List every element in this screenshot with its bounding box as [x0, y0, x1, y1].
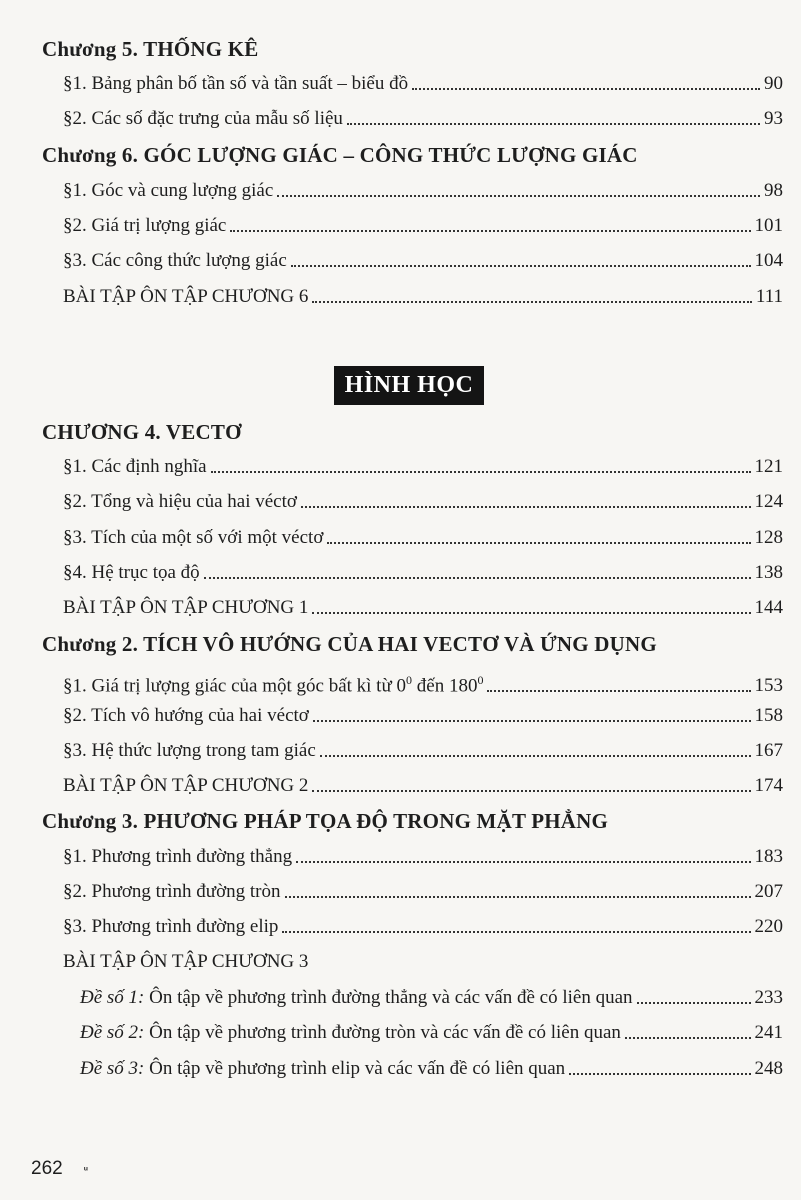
entry-label: §3. Tích của một số với một véctơ: [63, 527, 324, 548]
toc-entry: [63, 214, 783, 238]
toc-entry: [63, 596, 783, 620]
entry-label: §3. Phương trình đường elip: [63, 916, 279, 937]
review-heading: BÀI TẬP ÔN TẬP CHƯƠNG 3: [63, 951, 309, 972]
entry-page: 174: [754, 775, 783, 796]
toc-entry: [80, 1021, 783, 1045]
toc-entry: [63, 561, 783, 585]
entry-label: §3. Hệ thức lượng trong tam giác: [63, 740, 316, 761]
entry-page: 144: [754, 597, 783, 618]
toc-entry: [63, 845, 783, 869]
entry-label: §2. Giá trị lượng giác: [63, 215, 227, 236]
toc-entry: [63, 526, 783, 550]
chapter-heading: Chương 3. PHƯƠNG PHÁP TỌA ĐỘ TRONG MẶT PHẲNG: [42, 809, 609, 833]
entry-label: §1. Phương trình đường thẳng: [63, 846, 293, 867]
entry-label: §1. Giá trị lượng giác của một góc bất kì từ $0^0$ đến $180^0$: [63, 673, 484, 697]
toc-entry: [63, 72, 783, 96]
toc-entry: [63, 774, 783, 798]
entry-label: Đề số 2: Ôn tập về phương trình đường tròn và các vấn đề có liên quan: [80, 1022, 621, 1043]
toc-entry: [63, 455, 783, 479]
printer-mark: ᵤ: [84, 1162, 88, 1173]
entry-page: 111: [755, 286, 783, 307]
entry-page: 153: [754, 675, 783, 697]
entry-label: §2. Tổng và hiệu của hai véctơ: [63, 491, 297, 512]
entry-label: §3. Các công thức lượng giác: [63, 250, 287, 271]
entry-page: 98: [764, 180, 783, 201]
entry-page: 183: [754, 846, 783, 867]
entry-page: 167: [754, 740, 783, 761]
entry-label: §2. Các số đặc trưng của mẫu số liệu: [63, 108, 343, 129]
section-title: HÌNH HỌC: [334, 366, 484, 405]
entry-label: Đề số 3: Ôn tập về phương trình elip và các vấn đề có liên quan: [80, 1058, 566, 1079]
entry-page: 124: [754, 491, 783, 512]
entry-label: §2. Phương trình đường tròn: [63, 881, 281, 902]
toc-entry: [63, 668, 783, 698]
entry-page: 138: [754, 562, 783, 583]
entry-page: 128: [754, 527, 783, 548]
entry-page: 158: [754, 705, 783, 726]
entry-label: §1. Bảng phân bố tần số và tần suất – biểu đồ: [63, 73, 409, 94]
toc-entry: [63, 739, 783, 763]
toc-entry: [80, 1057, 783, 1081]
entry-page: 90: [764, 73, 783, 94]
entry-page: 207: [754, 881, 783, 902]
toc-entry: [63, 107, 783, 131]
toc-entry: [63, 285, 783, 309]
entry-label: §2. Tích vô hướng của hai véctơ: [63, 705, 309, 726]
toc-entry: [63, 490, 783, 514]
entry-label: BÀI TẬP ÔN TẬP CHƯƠNG 1: [63, 597, 309, 618]
chapter-heading: CHƯƠNG 4. VECTƠ: [42, 420, 242, 444]
page-number: 262: [31, 1158, 63, 1179]
toc-entry: [63, 249, 783, 273]
entry-label: BÀI TẬP ÔN TẬP CHƯƠNG 2: [63, 775, 309, 796]
chapter-heading: Chương 5. THỐNG KÊ: [42, 37, 259, 61]
entry-page: 241: [754, 1022, 783, 1043]
entry-label: BÀI TẬP ÔN TẬP CHƯƠNG 6: [63, 286, 309, 307]
toc-entry: [63, 915, 783, 939]
entry-label: Đề số 1: Ôn tập về phương trình đường thẳng và các vấn đề có liên quan: [80, 987, 633, 1008]
toc-entry: [63, 179, 783, 203]
entry-page: 233: [754, 987, 783, 1008]
entry-page: 220: [754, 916, 783, 937]
entry-label: §4. Hệ trục tọa độ: [63, 562, 200, 583]
chapter-heading: Chương 6. GÓC LƯỢNG GIÁC – CÔNG THỨC LƯỢNG GIÁC: [42, 143, 638, 167]
entry-page: 101: [754, 215, 783, 236]
entry-label: §1. Các định nghĩa: [63, 456, 207, 477]
toc-entry: [63, 704, 783, 728]
entry-label: §1. Góc và cung lượng giác: [63, 180, 274, 201]
toc-entry: [63, 880, 783, 904]
entry-page: 121: [754, 456, 783, 477]
entry-page: 248: [754, 1058, 783, 1079]
entry-page: 104: [754, 250, 783, 271]
toc-entry: [80, 986, 783, 1010]
chapter-heading: Chương 2. TÍCH VÔ HƯỚNG CỦA HAI VECTƠ VÀ ỨNG DỤNG: [42, 632, 657, 656]
entry-page: 93: [764, 108, 783, 129]
